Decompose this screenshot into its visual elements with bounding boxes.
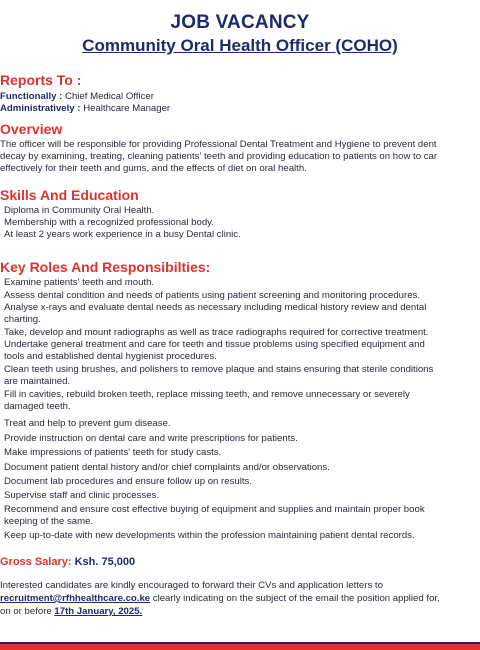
- salary-label: Gross Salary:: [0, 556, 72, 568]
- roles-line: Take, develop and mount radiographs as well as trace radiographs required for corrective treatment.: [4, 327, 429, 338]
- roles-line: Document patient dental history and/or chief complaints and/or observations.: [4, 462, 330, 473]
- roles-line: damaged teeth.: [4, 401, 71, 412]
- apply-line: [0, 593, 440, 605]
- functionally-value: Chief Medical Officer: [65, 91, 154, 102]
- overview-line: The officer will be responsible for providing Professional Dental Treatment and Hygiene to prevent dent: [0, 139, 437, 150]
- deadline-date: 17th January, 2025.: [54, 606, 143, 617]
- administratively-value: Healthcare Manager: [83, 103, 171, 114]
- overview-line: effectively for their teeth and gums, and the effects of diet on oral health.: [0, 163, 307, 174]
- roles-line: Provide instruction on dental care and write prescriptions for patients.: [4, 433, 298, 444]
- roles-line: Fill in cavities, rebuild broken teeth, replace missing teeth, and remove unnecessary or severely: [4, 389, 410, 400]
- reports-functionally: [0, 91, 154, 103]
- skills-heading: Skills And Education: [0, 187, 139, 203]
- functionally-label: Functionally :: [0, 91, 63, 102]
- roles-line: Examine patients' teeth and mouth.: [4, 277, 155, 288]
- overview-heading: Overview: [0, 121, 63, 137]
- apply-line: [0, 606, 142, 618]
- reports-administratively: [0, 103, 170, 115]
- roles-line: Clean teeth using brushes, and polishers to remove plaque and stains ensuring that sterile conditions: [4, 364, 434, 375]
- title-text: JOB VACANCY: [170, 12, 310, 33]
- roles-heading: Key Roles And Responsibilties:: [0, 259, 211, 275]
- roles-line: Supervise staff and clinic processes.: [4, 490, 159, 501]
- administratively-label: Administratively :: [0, 103, 81, 114]
- roles-line: Analyse x-rays and evaluate dental needs as necessary including medical history review and dental: [4, 302, 427, 313]
- apply-line-rest: clearly indicating on the subject of the email the position applied for,: [150, 593, 440, 604]
- roles-line: Assess dental condition and needs of patients using patient screening and monitoring procedures.: [4, 290, 420, 301]
- skills-item: At least 2 years work experience in a busy Dental clinic.: [4, 229, 241, 240]
- apply-deadline-prefix: on or before: [0, 606, 55, 617]
- apply-line: Interested candidates are kindly encouraged to forward their CVs and application letters to: [0, 580, 383, 591]
- footer-bar: [0, 644, 480, 650]
- roles-line: Undertake general treatment and care for teeth and tissue problems using specified equipment and: [4, 339, 425, 350]
- roles-line: charting.: [4, 314, 41, 325]
- roles-line: are maintained.: [4, 376, 71, 387]
- reports-to-heading: Reports To :: [0, 72, 82, 88]
- roles-line: tools and established dental hygienist procedures.: [4, 351, 217, 362]
- roles-line: Treat and help to prevent gum disease.: [4, 418, 171, 429]
- roles-line: keeping of the same.: [4, 516, 94, 527]
- roles-line: Keep up-to-date with new developments within the profession maintaining patient dental records.: [4, 530, 415, 541]
- gross-salary: [0, 556, 135, 568]
- salary-value: Ksh. 75,000: [74, 556, 136, 568]
- page-title: [0, 12, 480, 34]
- email-link[interactable]: recruitment@rfhhealthcare.co.ke: [0, 593, 151, 604]
- position-title: Community Oral Health Officer (COHO): [82, 36, 398, 55]
- skills-item: Membership with a recognized professional body.: [4, 217, 214, 228]
- roles-line: Recommend and ensure cost effective buying of equipment and supplies and maintain proper book: [4, 504, 425, 515]
- roles-line: Document lab procedures and ensure follow up on results.: [4, 476, 252, 487]
- skills-item: Diploma in Community Oral Health.: [4, 205, 155, 216]
- roles-line: Make impressions of patients' teeth for study casts.: [4, 447, 222, 458]
- overview-line: decay by examining, treating, cleaning patients' teeth and providing education to patients on how to car: [0, 151, 438, 162]
